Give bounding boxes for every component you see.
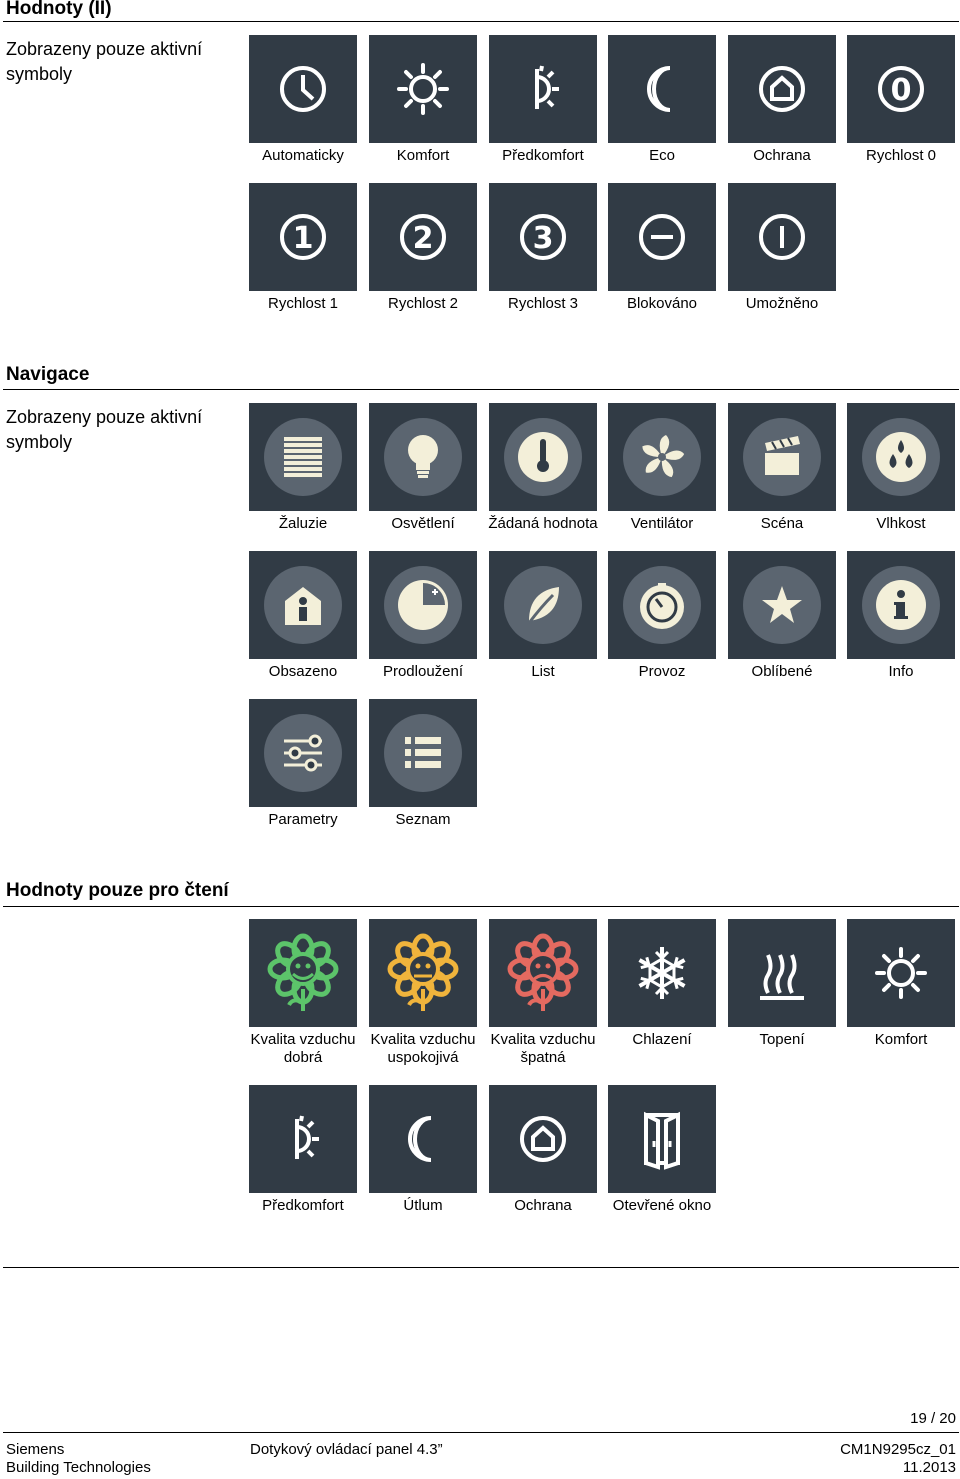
thermometer-icon [489, 403, 597, 511]
drops-icon [847, 403, 955, 511]
clapper-tile [728, 403, 836, 511]
operation-icon [608, 551, 716, 659]
half-sun-tile [249, 1085, 357, 1193]
section-rule [3, 21, 959, 22]
moon-tile [369, 1085, 477, 1193]
footer-rule [3, 1432, 959, 1433]
blinds-icon [249, 403, 357, 511]
info-icon [847, 551, 955, 659]
sun-tile [369, 35, 477, 143]
sliders-tile [249, 699, 357, 807]
snowflake-tile [608, 919, 716, 1027]
tile-label: Info [888, 663, 914, 680]
tile-label: Parametry [268, 811, 338, 828]
footer-date: 11.2013 [902, 1459, 956, 1476]
tile-label: Žaluzie [278, 515, 328, 532]
leaf-icon [489, 551, 597, 659]
blinds-tile [249, 403, 357, 511]
tile-label: Útlum [403, 1197, 443, 1214]
tile-label: Umožněno [745, 295, 819, 312]
air-ok-tile [369, 919, 477, 1027]
house-circle-tile [489, 1085, 597, 1193]
section-title-readonly: Hodnoty pouze pro čtení [6, 880, 229, 901]
tile-label: Předkomfort [262, 1197, 344, 1214]
tile-label: Automaticky [262, 147, 344, 164]
section-description: Zobrazeny pouze aktivní symboly [6, 407, 203, 452]
tile-label: Komfort [874, 1031, 928, 1048]
section-title-navigation: Navigace [6, 364, 90, 385]
tile-label: Kvalita vzduchu špatná [490, 1031, 596, 1066]
air-bad-tile [489, 919, 597, 1027]
house-circle-tile [728, 35, 836, 143]
svg-text:1: 1 [292, 221, 314, 256]
tile-label: Komfort [396, 147, 450, 164]
operation-tile [608, 551, 716, 659]
half-sun-icon [489, 35, 597, 143]
clock-icon [249, 35, 357, 143]
list-icon [369, 699, 477, 807]
speed-3-icon [489, 183, 597, 291]
footer-rule [3, 1267, 959, 1268]
info-tile [847, 551, 955, 659]
fan-tile [608, 403, 716, 511]
star-tile [728, 551, 836, 659]
speed-2-tile [369, 183, 477, 291]
speed-1-icon [249, 183, 357, 291]
list-tile [369, 699, 477, 807]
tile-label: Osvětlení [391, 515, 455, 532]
air-good-icon [249, 919, 357, 1027]
tile-label: Eco [649, 147, 675, 164]
tile-label: Provoz [638, 663, 686, 680]
heating-tile [728, 919, 836, 1027]
tile-label: Ochrana [514, 1197, 572, 1214]
tile-label: Otevřené okno [612, 1197, 712, 1214]
tile-label: Ochrana [753, 147, 811, 164]
speed-0-icon [847, 35, 955, 143]
tile-label: Rychlost 3 [507, 295, 579, 312]
tile-label: Rychlost 2 [387, 295, 459, 312]
moon-icon [369, 1085, 477, 1193]
section-rule [3, 389, 959, 390]
extension-icon [369, 551, 477, 659]
occupied-tile [249, 551, 357, 659]
tile-label: Kvalita vzduchu dobrá [250, 1031, 356, 1066]
tile-label: Chlazení [632, 1031, 692, 1048]
tile-label: Oblíbené [751, 663, 813, 680]
air-ok-icon [369, 919, 477, 1027]
section-title-values: Hodnoty (II) [6, 0, 112, 19]
speed-3-tile [489, 183, 597, 291]
fan-icon [608, 403, 716, 511]
clapper-icon [728, 403, 836, 511]
window-open-tile [608, 1085, 716, 1193]
tile-label: List [531, 663, 555, 680]
svg-text:0: 0 [890, 73, 912, 108]
tile-label: Ventilátor [630, 515, 694, 532]
clock-tile [249, 35, 357, 143]
snowflake-icon [608, 919, 716, 1027]
air-bad-icon [489, 919, 597, 1027]
tile-label: Předkomfort [502, 147, 584, 164]
page-number: 19 / 20 [910, 1410, 956, 1427]
enabled-icon [728, 183, 836, 291]
speed-0-tile [847, 35, 955, 143]
section-description: Zobrazeny pouze aktivní symboly [6, 39, 203, 84]
moon-icon [608, 35, 716, 143]
tile-label: Scéna [760, 515, 804, 532]
tile-label: Blokováno [626, 295, 698, 312]
star-icon [728, 551, 836, 659]
speed-2-icon [369, 183, 477, 291]
drops-tile [847, 403, 955, 511]
tile-label: Rychlost 0 [865, 147, 937, 164]
footer-product: Dotykový ovládací panel 4.3” [250, 1441, 443, 1458]
air-good-tile [249, 919, 357, 1027]
speed-1-tile [249, 183, 357, 291]
window-open-icon [608, 1085, 716, 1193]
tile-label: Obsazeno [268, 663, 338, 680]
tile-label: Topení [759, 1031, 805, 1048]
bulb-icon [369, 403, 477, 511]
footer-doc-id: CM1N9295cz_01 [840, 1441, 956, 1458]
bulb-tile [369, 403, 477, 511]
half-sun-icon [249, 1085, 357, 1193]
blocked-tile [608, 183, 716, 291]
blocked-icon [608, 183, 716, 291]
tile-label: Seznam [395, 811, 451, 828]
tile-label: Rychlost 1 [267, 295, 339, 312]
thermometer-tile [489, 403, 597, 511]
sliders-icon [249, 699, 357, 807]
sun-icon [847, 919, 955, 1027]
leaf-tile [489, 551, 597, 659]
tile-label: Žádaná hodnota [488, 515, 598, 532]
tile-label: Prodloužení [382, 663, 464, 680]
house-circle-icon [489, 1085, 597, 1193]
extension-tile [369, 551, 477, 659]
half-sun-tile [489, 35, 597, 143]
section-rule [3, 906, 959, 907]
occupied-icon [249, 551, 357, 659]
tile-label: Kvalita vzduchu uspokojivá [370, 1031, 476, 1066]
house-circle-icon [728, 35, 836, 143]
svg-text:3: 3 [532, 221, 554, 256]
sun-icon [369, 35, 477, 143]
footer-company: Siemens [6, 1441, 65, 1458]
enabled-tile [728, 183, 836, 291]
heating-icon [728, 919, 836, 1027]
tile-label: Vlhkost [876, 515, 926, 532]
moon-tile [608, 35, 716, 143]
sun-tile [847, 919, 955, 1027]
footer-division: Building Technologies [6, 1459, 151, 1476]
svg-text:2: 2 [412, 221, 434, 256]
